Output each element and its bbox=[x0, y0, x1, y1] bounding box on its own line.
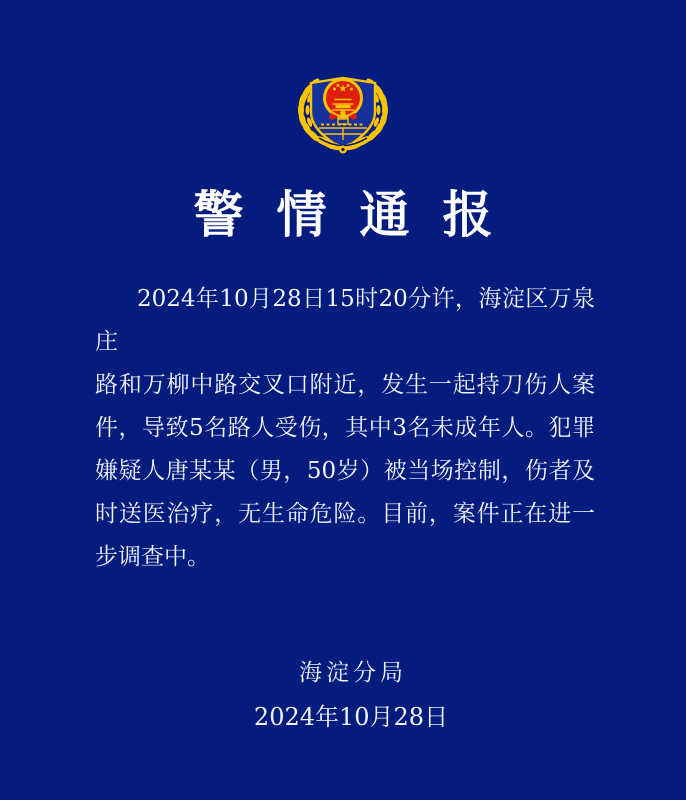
body-line-4: 嫌疑人唐某某（男，50岁）被当场控制，伤者及 bbox=[95, 458, 595, 484]
notice-body bbox=[95, 278, 595, 579]
signature-date: 2024年10月28日 bbox=[253, 703, 449, 731]
body-line-6: 步调查中。 bbox=[95, 544, 210, 570]
body-line-1: 2024年10月28日15时20分许，海淀区万泉庄 bbox=[95, 286, 595, 355]
police-badge-svg bbox=[291, 58, 395, 158]
notice-title: 警情通报 bbox=[193, 185, 526, 244]
signature-agency: 海淀分局 bbox=[299, 660, 407, 686]
body-line-3: 件，导致5名路人受伤，其中3名未成年人。犯罪 bbox=[95, 415, 595, 441]
signature-block bbox=[8, 659, 686, 731]
police-badge-icon bbox=[291, 58, 395, 158]
body-line-5: 时送医治疗，无生命危险。目前，案件正在进一 bbox=[95, 501, 595, 527]
body-line-2: 路和万柳中路交叉口附近，发生一起持刀伤人案 bbox=[95, 372, 595, 398]
